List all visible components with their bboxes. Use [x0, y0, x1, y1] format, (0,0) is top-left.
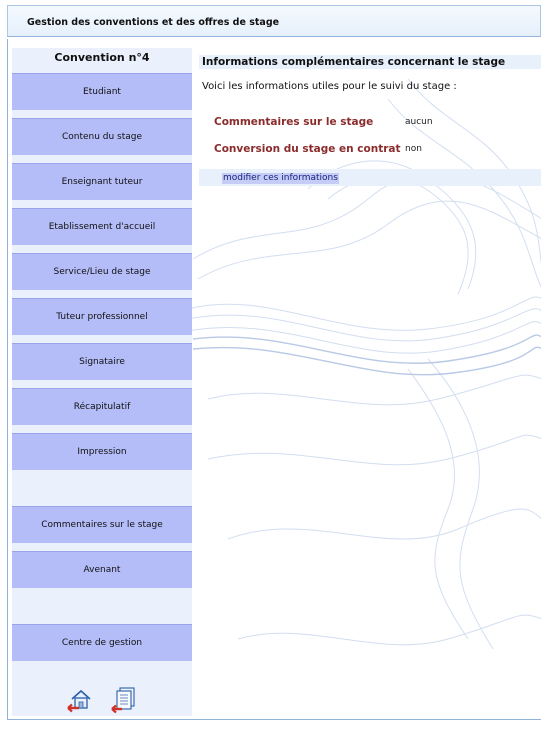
sidebar-item-recapitulatif[interactable]: [12, 388, 192, 425]
sidebar-item-label: Impression: [77, 447, 127, 457]
sidebar-item-tuteur-professionnel[interactable]: [12, 298, 192, 335]
sidebar-item-avenant[interactable]: [12, 551, 192, 588]
field-label-commentaires: Commentaires sur le stage: [214, 116, 374, 128]
sidebar-item-label: Tuteur professionnel: [56, 312, 148, 322]
convention-title: Convention n°4: [54, 51, 150, 64]
sidebar-item-contenu-du-stage[interactable]: [12, 118, 192, 155]
sidebar-item-label: Etablissement d'accueil: [48, 222, 156, 232]
sidebar-item-signataire[interactable]: [12, 343, 192, 380]
app-title: Gestion des conventions et des offres de stage: [27, 17, 280, 28]
sidebar-item-commentaires[interactable]: [12, 506, 192, 543]
field-value-conversion-contrat: non: [405, 144, 422, 154]
sidebar-item-label: Contenu du stage: [61, 132, 143, 142]
list-back-icon[interactable]: [111, 686, 137, 714]
sidebar-item-label: Enseignant tuteur: [61, 177, 143, 187]
section-heading: Informations complémentaires concernant le stage: [202, 56, 506, 68]
sidebar-item-impression[interactable]: [12, 433, 192, 470]
field-label-conversion-contrat: Conversion du stage en contrat: [214, 143, 401, 155]
sidebar-item-enseignant-tuteur[interactable]: [12, 163, 192, 200]
sidebar-item-centre-de-gestion[interactable]: [12, 624, 192, 661]
sidebar-item-label: Récapitulatif: [73, 402, 131, 412]
field-value-commentaires: aucun: [405, 117, 433, 127]
sidebar-item-label: Avenant: [83, 565, 121, 575]
app-header: [7, 5, 541, 37]
intro-text: Voici les informations utiles pour le suivi du stage :: [202, 81, 457, 92]
sidebar-item-label: Etudiant: [83, 87, 121, 97]
sidebar-item-etudiant[interactable]: [12, 73, 192, 110]
home-back-icon[interactable]: [67, 687, 93, 713]
sidebar-item-label: Service/Lieu de stage: [53, 267, 151, 277]
sidebar-item-label: Commentaires sur le stage: [41, 520, 163, 530]
sidebar-item-label: Signataire: [79, 357, 125, 367]
sidebar: [12, 48, 192, 716]
modify-bar: [199, 169, 541, 186]
sidebar-footer-icons: [0, 684, 192, 716]
sidebar-item-label: Centre de gestion: [61, 638, 143, 648]
sidebar-item-etablissement-accueil[interactable]: [12, 208, 192, 245]
modify-info-link[interactable]: modifier ces informations: [223, 173, 338, 183]
section-heading-bar: [199, 55, 541, 69]
sidebar-item-service-lieu[interactable]: [12, 253, 192, 290]
